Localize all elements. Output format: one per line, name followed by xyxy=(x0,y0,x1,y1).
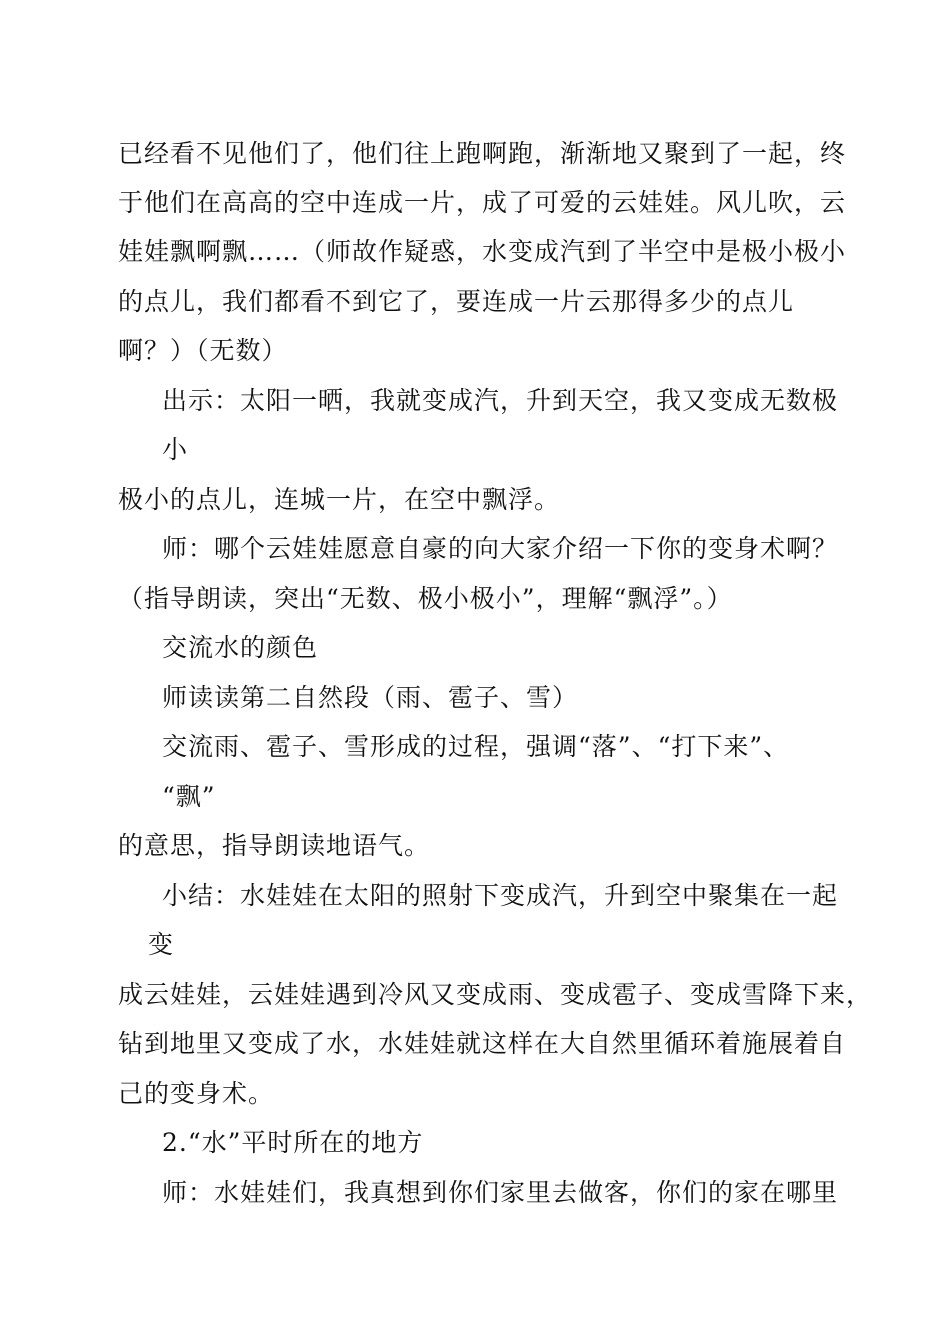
section-heading: 2.“水”平时所在的地方 xyxy=(162,1128,424,1157)
text-line: 的点儿，我们都看不到它了，要连成一片云那得多少的点儿 xyxy=(118,287,795,316)
text-line: 极小的点儿，连城一片，在空中飘浮。 xyxy=(118,485,561,514)
text-line: 交流雨、雹子、雪形成的过程，强调“落”、“打下来”、 xyxy=(162,732,790,761)
text-line: 钻到地里又变成了水，水娃娃就这样在大自然里循环着施展着自 xyxy=(118,1029,847,1058)
text-line: 出示：太阳一晒，我就变成汽，升到天空，我又变成无数极 xyxy=(162,386,839,415)
text-line: 师：哪个云娃娃愿意自豪的向大家介绍一下你的变身术啊？ xyxy=(162,534,839,563)
text-line: 已经看不见他们了，他们往上跑啊跑，渐渐地又聚到了一起，终 xyxy=(118,139,847,168)
text-line: 小结：水娃娃在太阳的照射下变成汽，升到空中聚集在一起 xyxy=(162,881,839,910)
text-line: 小 xyxy=(162,435,189,464)
text-line: 成云娃娃，云娃娃遇到冷风又变成雨、变成雹子、变成雪降下来， xyxy=(118,980,873,1009)
text-line: 己的变身术。 xyxy=(118,1079,275,1108)
text-line: 于他们在高高的空中连成一片，成了可爱的云娃娃。风儿吹，云 xyxy=(118,188,847,217)
text-line: 师：水娃娃们，我真想到你们家里去做客，你们的家在哪里 xyxy=(162,1178,839,1207)
text-line: 师读读第二自然段（雨、雹子、雪） xyxy=(162,683,579,712)
text-line: 的意思，指导朗读地语气。 xyxy=(118,831,431,860)
text-line: “飘” xyxy=(162,782,216,811)
text-line: 啊？）（无数） xyxy=(118,336,288,365)
text-line: 变 xyxy=(148,930,175,959)
text-line: （指导朗读，突出“无数、极小极小”，理解“飘浮”。） xyxy=(118,584,733,613)
text-line: 交流水的颜色 xyxy=(162,633,319,662)
text-line: 娃娃飘啊飘……（师故作疑惑，水变成汽到了半空中是极小极小 xyxy=(118,237,847,266)
